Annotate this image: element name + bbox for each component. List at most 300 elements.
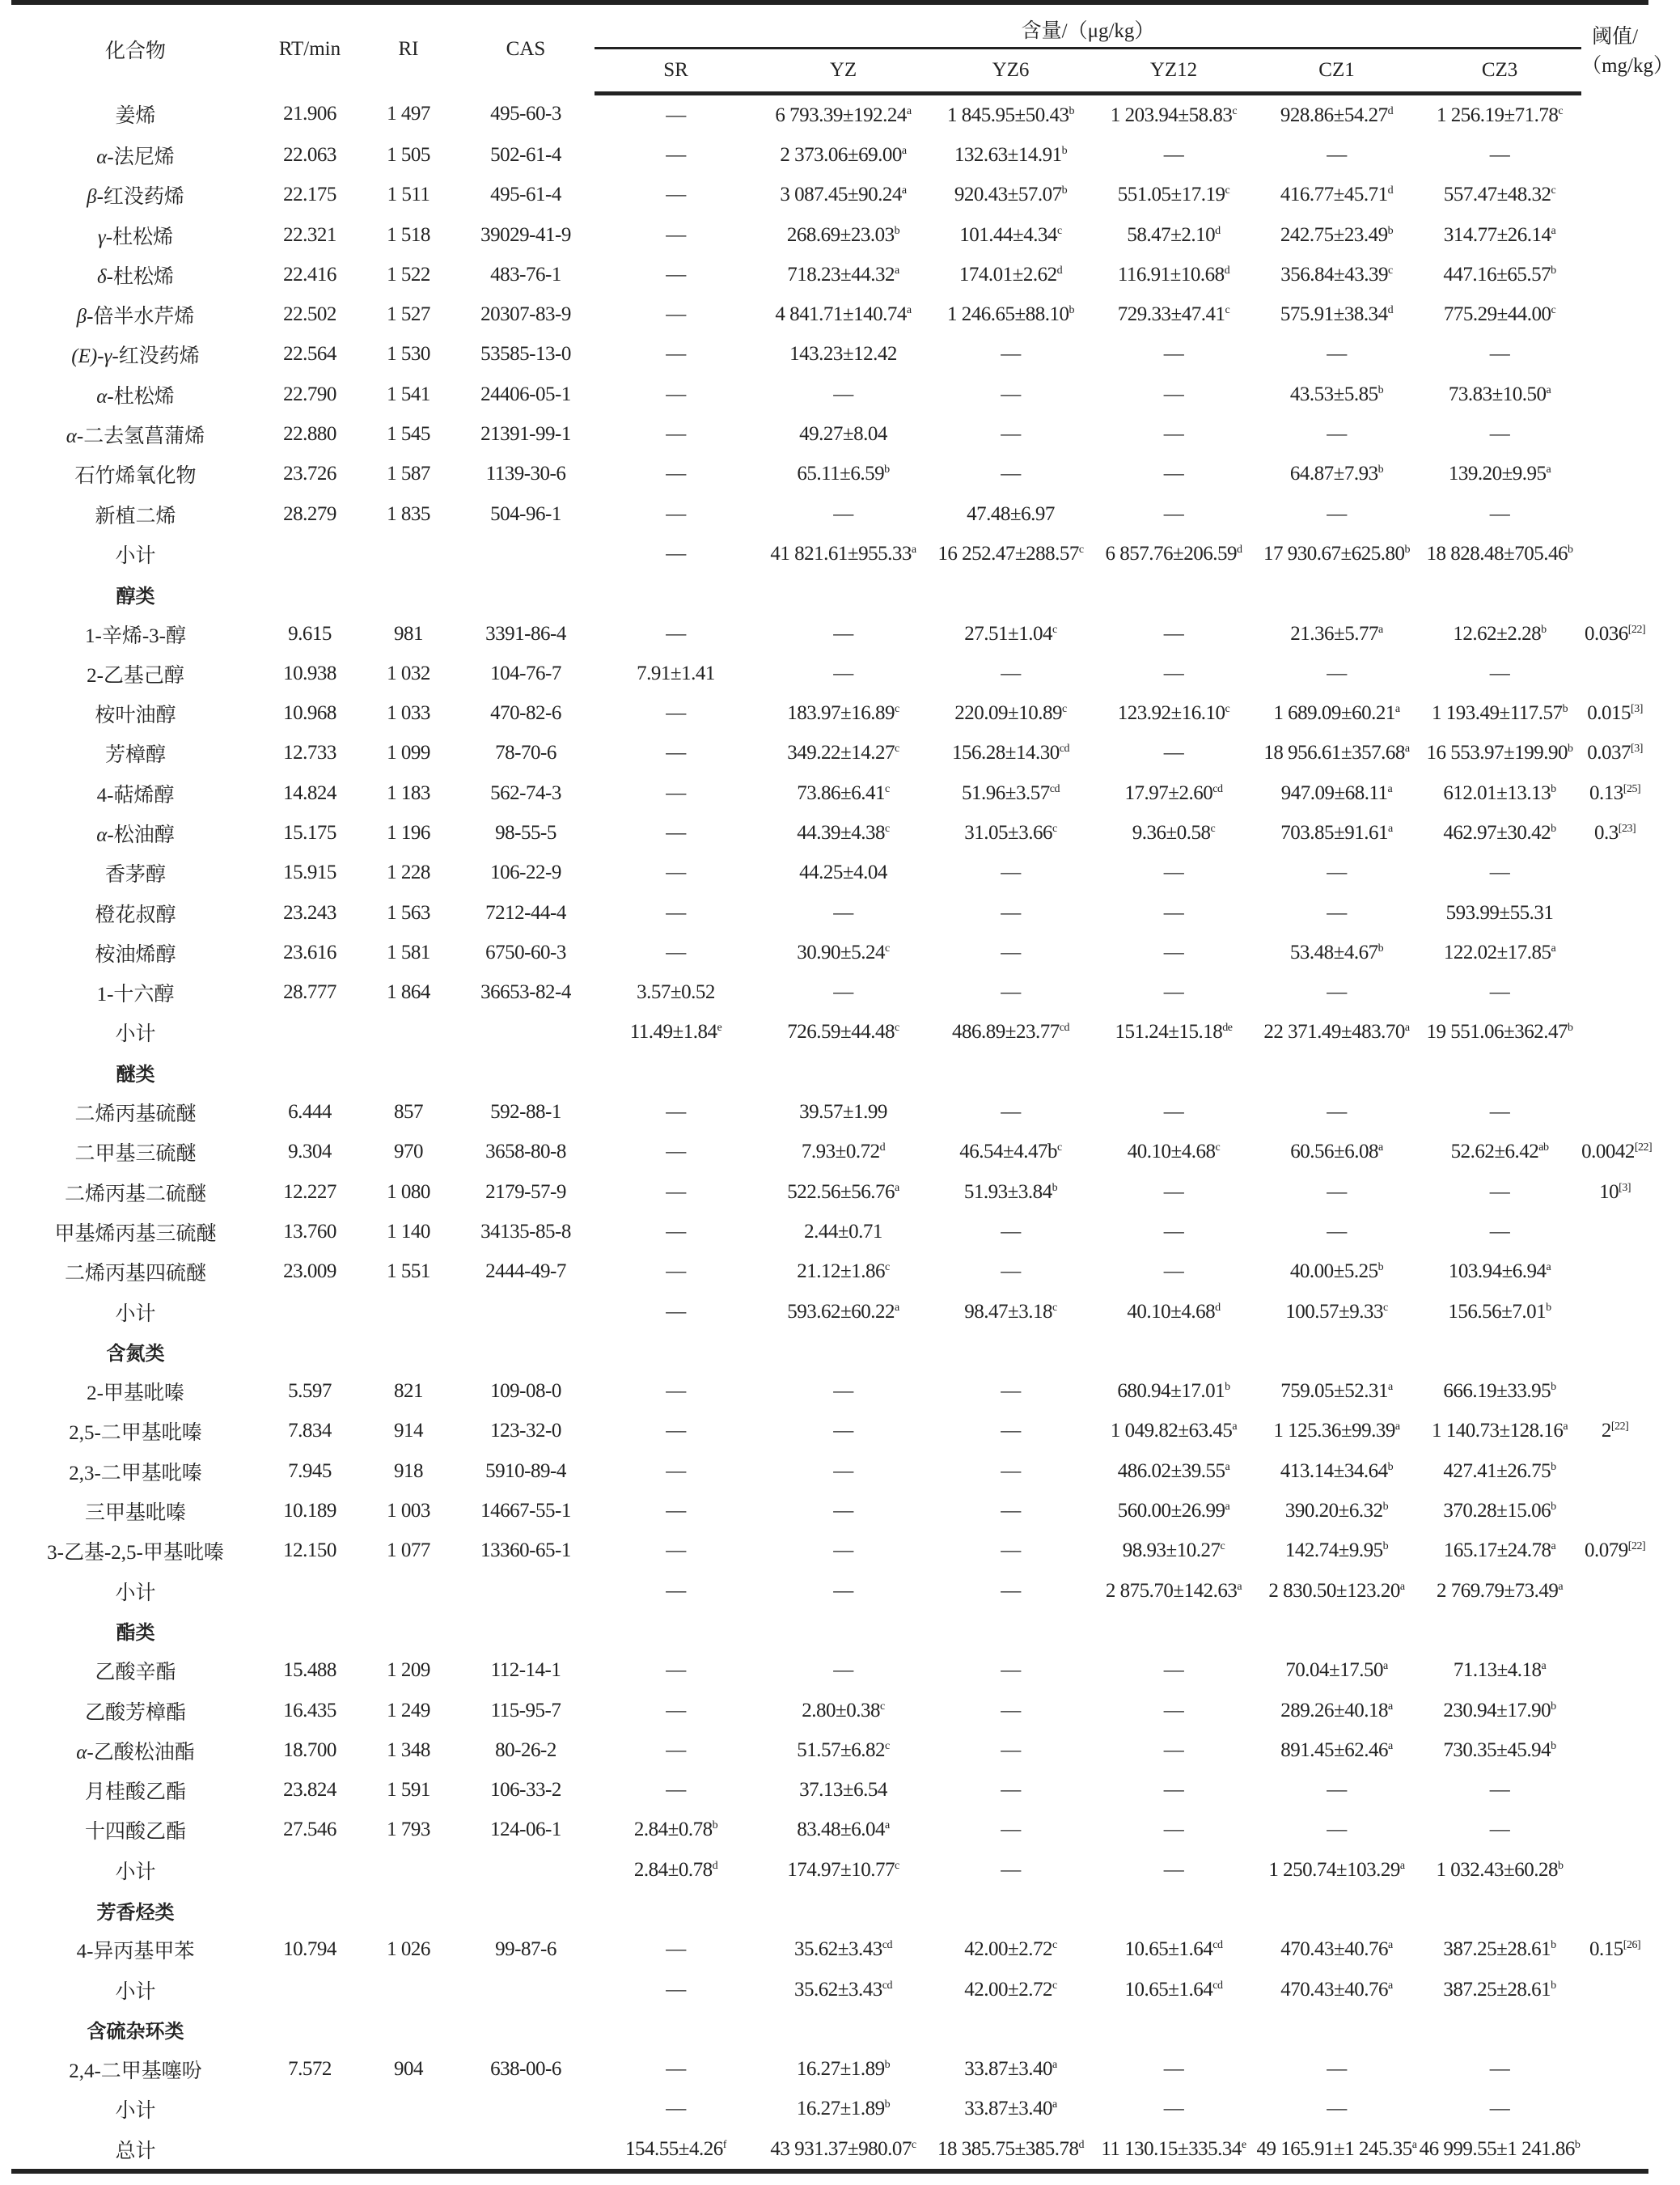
value-text: 21.12±1.86	[797, 1260, 885, 1283]
table-row	[11, 1651, 1648, 1691]
significance-letter: c	[1383, 1301, 1388, 1314]
value-text: 22 371.49±483.70	[1263, 1021, 1405, 1044]
significance-letter: cd	[882, 1939, 892, 1952]
threshold-cell	[1581, 335, 1648, 375]
threshold-value: 0.13	[1589, 781, 1623, 804]
threshold-cell	[1581, 1292, 1648, 1332]
sr-value-cell	[595, 1691, 757, 1730]
compound-name-text: 十四酸乙酯	[84, 1821, 186, 1844]
compound-name	[11, 494, 260, 534]
yz-value-cell	[757, 1730, 929, 1770]
ri-cell: 1 591	[387, 1779, 430, 1802]
empty-cell	[457, 1052, 595, 1092]
value-text: 27.51±1.04	[964, 622, 1052, 645]
significance-letter: a	[1378, 623, 1383, 636]
value-text: —	[1163, 1101, 1184, 1124]
empty-cell	[1255, 1332, 1418, 1371]
compound-name-text: -乙酸松油酯	[87, 1741, 195, 1764]
value-text: 470.43±40.76	[1280, 1978, 1388, 2001]
sr-value-cell	[595, 1133, 757, 1172]
yz-value-cell	[757, 255, 929, 294]
value-text: —	[1163, 2058, 1184, 2081]
ri-cell: 857	[394, 1101, 423, 1124]
threshold-cell	[1581, 1691, 1648, 1730]
compound-name-text: 酯类	[116, 1621, 155, 1645]
value-text: 65.11±6.59	[797, 463, 885, 485]
value-text: 370.28±15.06	[1443, 1500, 1551, 1522]
value-text: —	[1001, 1459, 1021, 1482]
yz12-value-cell	[1092, 614, 1255, 654]
rt-cell	[260, 1013, 360, 1052]
yz-value-cell	[757, 1770, 929, 1810]
value-text: —	[1327, 901, 1347, 924]
cas-cell: 592-88-1	[490, 1101, 561, 1124]
value-text: 43.53±5.85	[1289, 383, 1378, 405]
compound-name-text: 小计	[115, 1980, 156, 2003]
value-text: —	[666, 263, 686, 286]
sr-value-cell	[595, 1252, 757, 1292]
cas-cell: 104-76-7	[490, 662, 561, 684]
yz6-value-cell	[929, 94, 1092, 136]
cas-cell	[457, 2090, 595, 2129]
significance-letter: c	[1052, 822, 1057, 835]
value-text: 387.25±28.61	[1443, 1978, 1551, 2001]
threshold-cell	[1581, 734, 1648, 773]
yz6-value-cell	[929, 614, 1092, 654]
cas-cell: 109-08-0	[490, 1380, 561, 1403]
significance-letter: c	[1551, 304, 1556, 317]
threshold-cell	[1581, 893, 1648, 933]
value-text: —	[833, 1579, 853, 1602]
sr-value-cell	[595, 1770, 757, 1810]
col-header-content-group: 含量/（μg/kg）	[595, 2, 1581, 49]
compound-name	[11, 893, 260, 933]
yz6-value-cell	[929, 1372, 1092, 1412]
significance-letter: a	[1546, 383, 1551, 396]
value-text: —	[1163, 981, 1184, 1004]
significance-letter: b	[1551, 822, 1556, 835]
value-text: —	[1001, 981, 1021, 1004]
rt-cell: 23.616	[283, 941, 336, 963]
value-text: 103.94±6.94	[1448, 1260, 1547, 1283]
cz3-value-cell	[1418, 813, 1581, 853]
value-text: —	[1163, 502, 1184, 525]
value-text: —	[1163, 1738, 1184, 1761]
compound-name-text: 小计	[115, 1023, 156, 1046]
value-text: —	[1327, 662, 1347, 684]
table-row	[11, 1730, 1648, 1770]
value-text: —	[1001, 463, 1021, 485]
rt-cell: 22.175	[283, 184, 336, 206]
value-text: 51.96±3.57	[962, 781, 1050, 804]
yz6-value-cell	[929, 1013, 1092, 1052]
rt-cell: 7.945	[288, 1459, 332, 1482]
significance-letter: b	[894, 224, 900, 237]
compound-name	[11, 455, 260, 494]
empty-cell	[1581, 2009, 1648, 2049]
compound-name-text: 小计	[115, 544, 156, 567]
significance-letter: a	[1388, 1939, 1393, 1952]
value-text: 11 130.15±335.34	[1101, 2137, 1242, 2160]
significance-letter: c	[885, 1261, 890, 1274]
value-text: —	[1001, 383, 1021, 405]
significance-letter: c	[1078, 543, 1084, 556]
value-text: 387.25±28.61	[1443, 1938, 1551, 1961]
cas-cell: 106-33-2	[490, 1779, 561, 1802]
ri-cell: 1 522	[387, 263, 430, 286]
value-text: 891.45±62.46	[1280, 1738, 1388, 1761]
yz-value-cell	[757, 1571, 929, 1611]
significance-letter: a	[1399, 1859, 1405, 1872]
value-text: —	[1163, 1260, 1184, 1283]
compound-name-text: -法尼烯	[107, 146, 175, 168]
rt-cell: 5.597	[288, 1380, 332, 1403]
reference-citation: [3]	[1619, 1181, 1631, 1194]
sr-value-cell	[595, 1571, 757, 1611]
compound-name	[11, 1531, 260, 1571]
yz6-value-cell	[929, 2090, 1092, 2129]
threshold-label-line1: 阈值/	[1592, 25, 1639, 48]
ri-cell: 1 497	[387, 103, 430, 125]
threshold-cell	[1581, 1491, 1648, 1531]
reference-citation: [22]	[1610, 1421, 1629, 1433]
compound-name-text: 含硫杂环类	[87, 2020, 184, 2043]
cz3-value-cell	[1418, 614, 1581, 654]
significance-letter: d	[1078, 2138, 1084, 2151]
yz12-value-cell	[1092, 693, 1255, 733]
significance-letter: a	[1232, 1421, 1238, 1433]
compound-name-text: 2,4-二甲基噻吩	[69, 2060, 202, 2083]
yz12-value-cell	[1092, 1571, 1255, 1611]
significance-letter: b	[1551, 782, 1556, 795]
empty-cell	[1581, 574, 1648, 614]
ri-cell	[360, 1571, 457, 1611]
yz12-value-cell	[1092, 1212, 1255, 1251]
compound-name	[11, 574, 260, 614]
cz1-value-cell	[1255, 414, 1418, 454]
compound-name-text: 2-乙基己醇	[87, 664, 184, 687]
compound-name	[11, 414, 260, 454]
reference-citation: [23]	[1618, 822, 1636, 835]
cz1-value-cell	[1255, 1691, 1418, 1730]
value-text: 19 551.06±362.47	[1426, 1021, 1568, 1044]
cas-cell: 106-22-9	[490, 862, 561, 884]
yz6-value-cell	[929, 813, 1092, 853]
empty-cell	[360, 1611, 457, 1650]
significance-letter: de	[1222, 1022, 1233, 1035]
compound-name-text: 含氮类	[106, 1342, 165, 1366]
yz-value-cell	[757, 335, 929, 375]
value-text: 230.94±17.90	[1443, 1699, 1551, 1721]
cz1-value-cell	[1255, 94, 1418, 136]
significance-letter: a	[1225, 1501, 1230, 1514]
sr-value-cell	[595, 294, 757, 334]
yz12-value-cell	[1092, 1691, 1255, 1730]
value-text: 43 931.37±980.07	[770, 2137, 912, 2160]
table-row	[11, 375, 1648, 414]
compound-name	[11, 1133, 260, 1172]
threshold-cell	[1581, 1212, 1648, 1251]
value-text: —	[666, 383, 686, 405]
empty-cell	[457, 1890, 595, 1929]
table-row	[11, 1092, 1648, 1132]
significance-letter: a	[1388, 1700, 1393, 1713]
yz12-value-cell	[1092, 773, 1255, 813]
table-body	[11, 94, 1652, 2172]
rt-cell	[260, 1292, 360, 1332]
empty-cell	[360, 1890, 457, 1929]
yz6-value-cell	[929, 1212, 1092, 1251]
significance-letter: b	[884, 464, 890, 476]
significance-letter: b	[1377, 942, 1384, 955]
yz6-value-cell	[929, 1292, 1092, 1332]
value-text: —	[666, 1101, 686, 1124]
yz6-value-cell	[929, 933, 1092, 972]
yz-value-cell	[757, 813, 929, 853]
category-row	[11, 1890, 1648, 1929]
significance-letter: ab	[1538, 1141, 1549, 1154]
threshold-cell	[1581, 813, 1648, 853]
significance-letter: a	[1546, 1261, 1551, 1274]
compound-name-text: 2-甲基吡嗪	[87, 1383, 184, 1405]
cas-cell: 20307-83-9	[480, 303, 571, 326]
yz-value-cell	[757, 893, 929, 933]
value-text: —	[1163, 1220, 1184, 1243]
value-text: —	[666, 622, 686, 645]
compound-name-text: 醇类	[116, 584, 155, 608]
table-row	[11, 1172, 1648, 1212]
table-row	[11, 853, 1648, 893]
table-row	[11, 1451, 1648, 1491]
value-text: 18 828.48±705.46	[1426, 542, 1568, 565]
compound-name-prefix: γ	[97, 226, 106, 248]
yz6-value-cell	[929, 534, 1092, 574]
sr-value-cell	[595, 1292, 757, 1332]
yz6-value-cell	[929, 853, 1092, 893]
threshold-cell	[1581, 1770, 1648, 1810]
threshold-cell	[1581, 255, 1648, 294]
significance-letter: b	[1069, 104, 1074, 117]
value-text: —	[1001, 423, 1021, 446]
value-text: —	[1001, 1260, 1021, 1283]
threshold-cell	[1581, 176, 1648, 215]
yz6-value-cell	[929, 973, 1092, 1013]
value-text: —	[1489, 1819, 1510, 1841]
significance-letter: b	[884, 2059, 891, 2072]
value-text: 3 087.45±90.24	[780, 184, 902, 206]
cas-cell: 5910-89-4	[485, 1459, 566, 1482]
value-text: 139.20±9.95	[1448, 463, 1547, 485]
table-row	[11, 1212, 1648, 1251]
threshold-value: 0.037	[1587, 742, 1631, 764]
value-text: 6 857.76±206.59	[1105, 542, 1237, 565]
value-text: 60.56±6.08	[1290, 1141, 1378, 1163]
table-row	[11, 135, 1648, 175]
yz-value-cell	[757, 1412, 929, 1451]
cas-cell	[457, 1970, 595, 2009]
empty-cell	[1581, 1332, 1648, 1371]
category-row	[11, 1332, 1648, 1371]
yz-value-cell	[757, 94, 929, 136]
value-text: 44.39±4.38	[797, 821, 885, 844]
threshold-cell	[1581, 1571, 1648, 1611]
table-row	[11, 893, 1648, 933]
cz1-value-cell	[1255, 494, 1418, 534]
rt-cell	[260, 2090, 360, 2129]
ri-cell: 918	[394, 1459, 423, 1482]
value-text: 1 049.82±63.45	[1110, 1420, 1233, 1442]
value-text: 42.00±2.72	[964, 1938, 1052, 1961]
sr-value-cell	[595, 933, 757, 972]
cz1-value-cell	[1255, 534, 1418, 574]
threshold-cell	[1581, 1172, 1648, 1212]
cz3-value-cell	[1418, 1850, 1581, 1890]
value-text: 6 793.39±192.24	[775, 104, 907, 126]
sr-value-cell	[595, 693, 757, 733]
col-header-sr: SR	[595, 49, 757, 94]
empty-cell	[260, 1052, 360, 1092]
compound-name	[11, 2090, 260, 2129]
value-text: —	[1327, 1180, 1347, 1203]
cz3-value-cell	[1418, 2129, 1581, 2171]
value-text: —	[666, 463, 686, 485]
significance-letter: a	[901, 144, 907, 157]
cz3-value-cell	[1418, 294, 1581, 334]
yz6-value-cell	[929, 414, 1092, 454]
value-text: —	[666, 1459, 686, 1482]
cz1-value-cell	[1255, 693, 1418, 733]
yz-value-cell	[757, 1372, 929, 1412]
value-text: 575.91±38.34	[1280, 303, 1388, 326]
value-text: 156.28±14.30	[952, 742, 1060, 764]
value-text: 666.19±33.95	[1443, 1380, 1551, 1403]
significance-letter: d	[1215, 224, 1221, 237]
value-text: —	[833, 1380, 853, 1403]
cz3-value-cell	[1418, 773, 1581, 813]
rt-cell: 22.564	[283, 343, 336, 366]
cz1-value-cell	[1255, 1930, 1418, 1970]
significance-letter: b	[1377, 383, 1384, 396]
sr-value-cell	[595, 455, 757, 494]
rt-cell: 22.880	[283, 423, 336, 446]
threshold-cell	[1581, 1810, 1648, 1850]
value-text: 242.75±23.49	[1280, 223, 1388, 246]
value-text: 40.00±5.25	[1289, 1260, 1378, 1283]
threshold-cell	[1581, 614, 1648, 654]
category-row	[11, 574, 1648, 614]
compound-name-text: 甲基烯丙基三硫醚	[54, 1222, 217, 1245]
cz3-value-cell	[1418, 215, 1581, 255]
empty-cell	[595, 1611, 757, 1650]
threshold-cell	[1581, 1531, 1648, 1571]
table-row	[11, 455, 1648, 494]
significance-letter: a	[1394, 703, 1400, 716]
compound-name-text: 三甲基吡嗪	[84, 1502, 186, 1525]
significance-letter: c	[1052, 623, 1057, 636]
significance-letter: d	[1236, 543, 1242, 556]
cz3-value-cell	[1418, 534, 1581, 574]
compound-name-text: 二烯丙基四硫醚	[64, 1263, 206, 1285]
value-text: —	[833, 1420, 853, 1442]
compound-name-prefix: α	[66, 426, 77, 448]
yz6-value-cell	[929, 1092, 1092, 1132]
empty-cell	[1092, 1890, 1255, 1929]
value-text: —	[666, 941, 686, 963]
value-text: 47.48±6.97	[967, 502, 1055, 525]
sr-value-cell	[595, 494, 757, 534]
significance-letter: a	[1411, 2138, 1417, 2151]
threshold-value: 0.3	[1594, 821, 1619, 844]
yz-value-cell	[757, 1531, 929, 1571]
threshold-cell	[1581, 534, 1648, 574]
rt-cell: 15.915	[283, 862, 336, 884]
value-text: 41 821.61±955.33	[770, 542, 912, 565]
table-row	[11, 1691, 1648, 1730]
value-text: 2.80±0.38	[802, 1699, 880, 1721]
cas-cell: 24406-05-1	[480, 383, 571, 405]
cz1-value-cell	[1255, 135, 1418, 175]
value-text: 51.93±3.84	[963, 1180, 1052, 1203]
value-text: —	[1327, 1819, 1347, 1841]
value-text: —	[1001, 1220, 1021, 1243]
sr-value-cell	[595, 614, 757, 654]
rt-cell: 18.700	[283, 1738, 336, 1761]
value-text: 390.20±6.32	[1284, 1500, 1383, 1522]
compound-name	[11, 813, 260, 853]
value-text: 3.57±0.52	[637, 981, 715, 1004]
yz6-value-cell	[929, 294, 1092, 334]
threshold-value: 2	[1601, 1420, 1611, 1442]
empty-cell	[360, 1332, 457, 1371]
rt-cell: 22.502	[283, 303, 336, 326]
compound-name	[11, 215, 260, 255]
rt-cell: 14.824	[283, 781, 336, 804]
significance-letter: cd	[1212, 782, 1223, 795]
significance-letter: a	[1387, 782, 1393, 795]
cas-cell: 21391-99-1	[480, 423, 571, 446]
yz-value-cell	[757, 614, 929, 654]
empty-cell	[595, 1052, 757, 1092]
significance-letter: c	[1057, 1141, 1062, 1154]
empty-cell	[1255, 574, 1418, 614]
cz3-value-cell	[1418, 853, 1581, 893]
compound-name	[11, 1930, 260, 1970]
value-text: 7.93±0.72	[801, 1141, 880, 1163]
significance-letter: c	[1052, 1979, 1057, 1992]
sr-value-cell	[595, 1531, 757, 1571]
yz6-value-cell	[929, 1531, 1092, 1571]
threshold-value: 0.15	[1589, 1938, 1623, 1961]
cas-cell: 13360-65-1	[480, 1539, 571, 1562]
value-text: —	[1001, 1500, 1021, 1522]
ri-cell: 1 864	[387, 981, 430, 1004]
significance-letter: c	[911, 2138, 916, 2151]
ri-cell: 1 551	[387, 1260, 430, 1283]
yz-value-cell	[757, 1691, 929, 1730]
value-text: —	[1489, 502, 1510, 525]
cz1-value-cell	[1255, 1372, 1418, 1412]
significance-letter: a	[1558, 1580, 1564, 1593]
yz6-value-cell	[929, 455, 1092, 494]
sr-value-cell	[595, 1013, 757, 1052]
empty-cell	[757, 574, 929, 614]
yz6-value-cell	[929, 494, 1092, 534]
cz3-value-cell	[1418, 2090, 1581, 2129]
value-text: 98.47±3.18	[964, 1300, 1052, 1323]
value-text: —	[1327, 2058, 1347, 2081]
yz-value-cell	[757, 1850, 929, 1890]
significance-letter: a	[1551, 1540, 1556, 1553]
